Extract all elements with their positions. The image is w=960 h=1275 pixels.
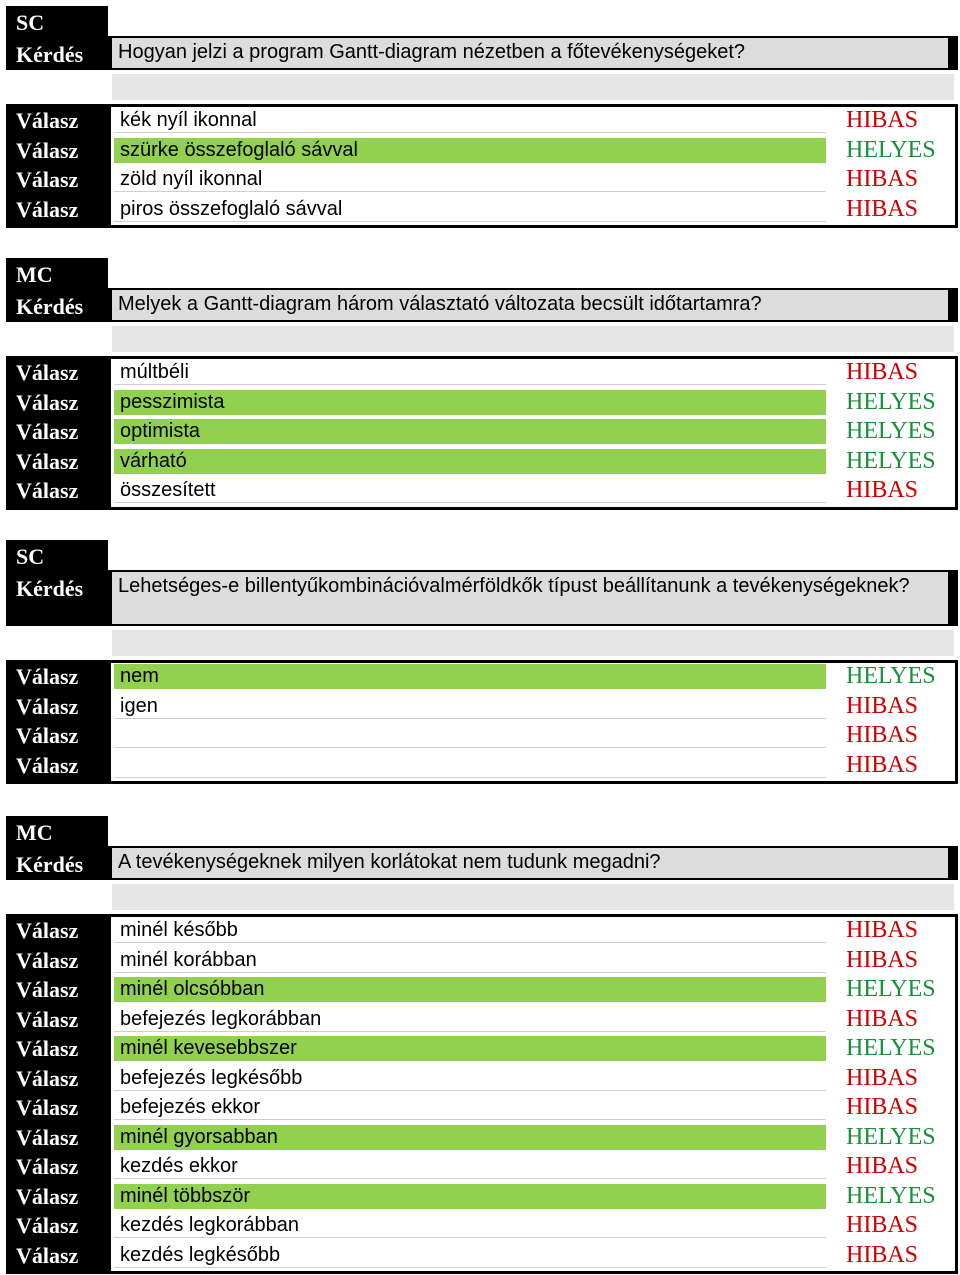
answer-label: Válasz bbox=[16, 947, 79, 973]
question-text: Melyek a Gantt-diagram három választató változata becsült időtartamra? bbox=[112, 290, 948, 320]
answer-label: Válasz bbox=[16, 664, 79, 689]
question-label: Kérdés bbox=[16, 852, 84, 877]
answer-option[interactable]: kezdés legkorábban bbox=[114, 1213, 826, 1238]
answer-option[interactable] bbox=[114, 723, 826, 748]
question-type: SC bbox=[16, 544, 45, 569]
answer-option[interactable]: szürke összefoglaló sávval bbox=[114, 138, 826, 163]
answer-verdict: HIBAS bbox=[846, 107, 919, 133]
answer-verdict: HELYES bbox=[846, 663, 936, 689]
answer-verdict: HELYES bbox=[846, 418, 936, 444]
answer-label: Válasz bbox=[16, 752, 79, 778]
question-type: MC bbox=[16, 262, 53, 287]
answer-option[interactable]: minél kevesebbszer bbox=[114, 1036, 826, 1061]
separator-bar bbox=[112, 884, 954, 910]
answer-verdict: HIBAS bbox=[846, 692, 919, 719]
answer-verdict: HELYES bbox=[846, 388, 936, 415]
answer-label: Válasz bbox=[16, 389, 79, 415]
answer-option[interactable]: kezdés ekkor bbox=[114, 1154, 826, 1179]
answer-label: Válasz bbox=[16, 693, 79, 719]
answer-label: Válasz bbox=[16, 478, 79, 503]
answer-label: Válasz bbox=[16, 1124, 79, 1150]
answer-option[interactable]: múltbéli bbox=[114, 360, 826, 385]
separator-bar bbox=[112, 326, 954, 352]
answer-verdict: HIBAS bbox=[846, 195, 919, 222]
answer-verdict: HIBAS bbox=[846, 477, 919, 503]
answer-label: Válasz bbox=[16, 1095, 79, 1120]
answer-verdict: HELYES bbox=[846, 1123, 936, 1150]
answer-label: Válasz bbox=[16, 360, 79, 385]
answer-option[interactable]: minél olcsóbban bbox=[114, 977, 826, 1002]
answer-verdict: HIBAS bbox=[846, 166, 919, 192]
answer-label: Válasz bbox=[16, 918, 79, 943]
answer-option[interactable]: minél korábban bbox=[114, 948, 826, 973]
answer-label: Válasz bbox=[16, 1036, 79, 1061]
answer-verdict: HIBAS bbox=[846, 751, 919, 778]
answer-verdict: HELYES bbox=[846, 1182, 936, 1209]
answer-verdict: HIBAS bbox=[846, 1064, 919, 1091]
answer-option[interactable]: befejezés ekkor bbox=[114, 1095, 826, 1120]
answer-label: Válasz bbox=[16, 108, 79, 133]
answer-label: Válasz bbox=[16, 723, 79, 748]
answer-verdict: HIBAS bbox=[846, 917, 919, 943]
answer-option[interactable]: igen bbox=[114, 694, 826, 719]
answer-option[interactable]: minél gyorsabban bbox=[114, 1125, 826, 1150]
answer-verdict: HELYES bbox=[846, 1035, 936, 1061]
answer-option[interactable]: pesszimista bbox=[114, 390, 826, 415]
question-text: A tevékenységeknek milyen korlátokat nem tudunk megadni? bbox=[112, 848, 948, 878]
answer-verdict: HIBAS bbox=[846, 1153, 919, 1179]
answer-verdict: HIBAS bbox=[846, 722, 919, 748]
answer-option[interactable]: nem bbox=[114, 664, 826, 689]
question-text: Lehetséges-e billentyűkombinációvalmérföldkők típust beállítanunk a tevékenységeknek? bbox=[112, 572, 948, 624]
question-label: Kérdés bbox=[16, 42, 84, 67]
answer-option[interactable]: kék nyíl ikonnal bbox=[114, 108, 826, 133]
answer-label: Válasz bbox=[16, 137, 79, 163]
answer-verdict: HIBAS bbox=[846, 946, 919, 973]
question-type: SC bbox=[16, 10, 45, 35]
answer-label: Válasz bbox=[16, 1183, 79, 1209]
answer-label: Válasz bbox=[16, 1154, 79, 1179]
answer-option[interactable]: optimista bbox=[114, 419, 826, 444]
answer-verdict: HIBAS bbox=[846, 1212, 919, 1238]
answer-verdict: HELYES bbox=[846, 976, 936, 1002]
question-label: Kérdés bbox=[16, 576, 84, 601]
question-label: Kérdés bbox=[16, 294, 84, 319]
answer-option[interactable]: összesített bbox=[114, 478, 826, 503]
answer-label: Válasz bbox=[16, 1065, 79, 1091]
separator-bar bbox=[112, 630, 954, 656]
answer-option[interactable]: minél többször bbox=[114, 1184, 826, 1209]
answer-label: Válasz bbox=[16, 1006, 79, 1032]
answer-option[interactable]: befejezés legkorábban bbox=[114, 1007, 826, 1032]
answer-label: Válasz bbox=[16, 977, 79, 1002]
answer-label: Válasz bbox=[16, 167, 79, 192]
answer-option[interactable]: zöld nyíl ikonnal bbox=[114, 167, 826, 192]
answer-verdict: HELYES bbox=[846, 447, 936, 474]
answer-verdict: HIBAS bbox=[846, 1241, 919, 1268]
question-text: Hogyan jelzi a program Gantt-diagram nézetben a főtevékenységeket? bbox=[112, 38, 948, 68]
answer-option[interactable]: várható bbox=[114, 449, 826, 474]
separator-bar bbox=[112, 74, 954, 100]
answer-option[interactable]: kezdés legkésőbb bbox=[114, 1243, 826, 1268]
answer-label: Válasz bbox=[16, 196, 79, 222]
answer-option[interactable]: piros összefoglaló sávval bbox=[114, 197, 826, 222]
answer-verdict: HELYES bbox=[846, 136, 936, 163]
answer-label: Válasz bbox=[16, 1242, 79, 1268]
answer-verdict: HIBAS bbox=[846, 1005, 919, 1032]
answer-verdict: HIBAS bbox=[846, 1094, 919, 1120]
answer-label: Válasz bbox=[16, 419, 79, 444]
answer-label: Válasz bbox=[16, 1213, 79, 1238]
answer-option[interactable] bbox=[114, 753, 826, 778]
answer-label: Válasz bbox=[16, 448, 79, 474]
answer-option[interactable]: befejezés legkésőbb bbox=[114, 1066, 826, 1091]
question-type: MC bbox=[16, 820, 53, 845]
answer-verdict: HIBAS bbox=[846, 359, 919, 385]
answer-option[interactable]: minél később bbox=[114, 918, 826, 943]
